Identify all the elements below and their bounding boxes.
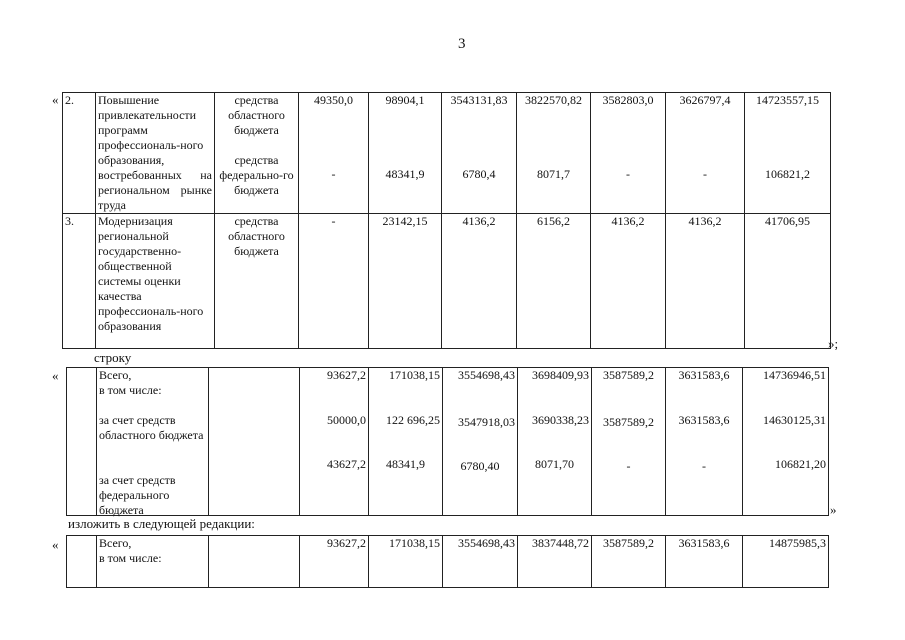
source-label: средства областного бюджета	[215, 214, 299, 349]
value-regional: 3631583,6	[678, 413, 730, 427]
opening-quote: «	[52, 368, 59, 383]
empty-cell	[67, 368, 97, 516]
total-label: Всего,	[99, 536, 132, 550]
value-cell: 23142,15	[369, 214, 442, 349]
page-number: 3	[458, 36, 466, 52]
row-number: 3.	[63, 214, 96, 349]
value-total: 14875985,3	[743, 536, 829, 588]
value-total: 3837448,72	[518, 536, 592, 588]
value-regional: 3822570,82	[525, 93, 582, 107]
value-cell: 6156,2	[517, 214, 591, 349]
value-total: 3698409,93	[532, 368, 589, 382]
label-cell	[97, 368, 209, 516]
regional-label: за счет средств областного бюджета	[99, 413, 204, 442]
closing-quote: »	[830, 502, 837, 517]
value-cell	[369, 93, 442, 214]
totals-table-new	[66, 535, 829, 588]
value-total: 93627,2	[300, 536, 369, 588]
value-total: 3587589,2	[592, 536, 666, 588]
value-total: 3587589,2	[603, 368, 654, 382]
value-federal: 6780,40	[460, 459, 500, 473]
incl-label: в том числе:	[99, 551, 162, 565]
value-regional: 3547918,03	[458, 415, 515, 429]
table-row	[67, 536, 829, 588]
value-regional: 98904,1	[385, 93, 425, 107]
value-cell	[591, 93, 666, 214]
totals-table-old	[66, 367, 829, 516]
value-federal: 43627,2	[327, 457, 366, 471]
value-cell	[369, 368, 443, 516]
value-federal: 8071,70	[535, 457, 574, 471]
value-federal: 8071,7	[537, 167, 570, 181]
value-federal: 6780,4	[462, 167, 496, 181]
value-federal: 48341,9	[385, 167, 425, 181]
opening-quote: «	[52, 537, 59, 552]
value-federal: -	[626, 167, 630, 181]
value-federal: -	[702, 459, 706, 473]
value-total: 171038,15	[389, 368, 440, 382]
value-total: 3631583,6	[678, 368, 730, 382]
value-cell	[592, 368, 666, 516]
row-title: Повышение привлекательности программ профессиональ-ного образования, востребованных на региональном рынке труда	[96, 93, 215, 214]
empty-cell	[209, 368, 300, 516]
funding-sources	[215, 93, 299, 214]
value-federal: -	[703, 167, 707, 181]
label-row: строку	[94, 350, 132, 365]
value-total: 3554698,43	[458, 368, 515, 382]
label-new-edition: изложить в следующей редакции:	[68, 516, 255, 531]
value-federal: -	[331, 167, 336, 181]
table-row	[67, 368, 829, 516]
incl-label: в том числе:	[99, 383, 162, 397]
label-cell	[97, 536, 209, 588]
value-federal: -	[626, 459, 631, 473]
table-row	[63, 214, 831, 349]
row-number: 2.	[63, 93, 96, 214]
value-cell	[442, 93, 517, 214]
value-regional: 14723557,15	[756, 93, 819, 107]
federal-label: за счет средств федерального бюджета	[99, 473, 176, 517]
value-cell	[300, 368, 369, 516]
row-title: Модернизация региональной государственно-общественной системы оценки качества профессиональ-ного образования	[96, 214, 215, 349]
source-label: средства областного бюджета	[228, 93, 285, 137]
value-regional: 3587589,2	[603, 415, 654, 429]
value-regional: 3543131,83	[450, 93, 508, 107]
value-federal: 48341,9	[386, 457, 425, 471]
value-total: 14736946,51	[763, 368, 826, 382]
table-row	[63, 93, 831, 214]
value-cell	[666, 93, 745, 214]
empty-cell	[67, 536, 97, 588]
value-total: 3631583,6	[666, 536, 743, 588]
value-regional: 50000,0	[327, 413, 366, 427]
value-federal: 106821,20	[775, 457, 826, 471]
value-cell: 4136,2	[442, 214, 517, 349]
value-federal: 106821,2	[765, 167, 810, 181]
opening-quote: «	[52, 92, 59, 107]
source-label: средства федерально-го бюджета	[219, 153, 294, 197]
value-total: 171038,15	[369, 536, 443, 588]
value-regional: 3690338,23	[532, 413, 589, 427]
end-mark: »;	[828, 336, 839, 351]
value-regional: 14630125,31	[763, 413, 826, 427]
value-cell: 41706,95	[745, 214, 831, 349]
empty-cell	[209, 536, 300, 588]
value-cell	[518, 368, 592, 516]
value-cell: 4136,2	[591, 214, 666, 349]
total-label: Всего,	[99, 368, 132, 382]
value-total: 93627,2	[327, 368, 366, 382]
value-regional: 122 696,25	[386, 413, 440, 427]
value-cell	[443, 368, 518, 516]
value-regional: 3582803,0	[602, 93, 654, 107]
program-table	[62, 92, 831, 349]
value-cell: 4136,2	[666, 214, 745, 349]
value-cell	[745, 93, 831, 214]
value-regional: 49350,0	[314, 93, 353, 107]
value-total: 3554698,43	[443, 536, 518, 588]
value-cell: -	[299, 214, 369, 349]
value-cell	[299, 93, 369, 214]
value-regional: 3626797,4	[679, 93, 731, 107]
value-cell	[517, 93, 591, 214]
value-cell	[743, 368, 829, 516]
value-cell	[666, 368, 743, 516]
